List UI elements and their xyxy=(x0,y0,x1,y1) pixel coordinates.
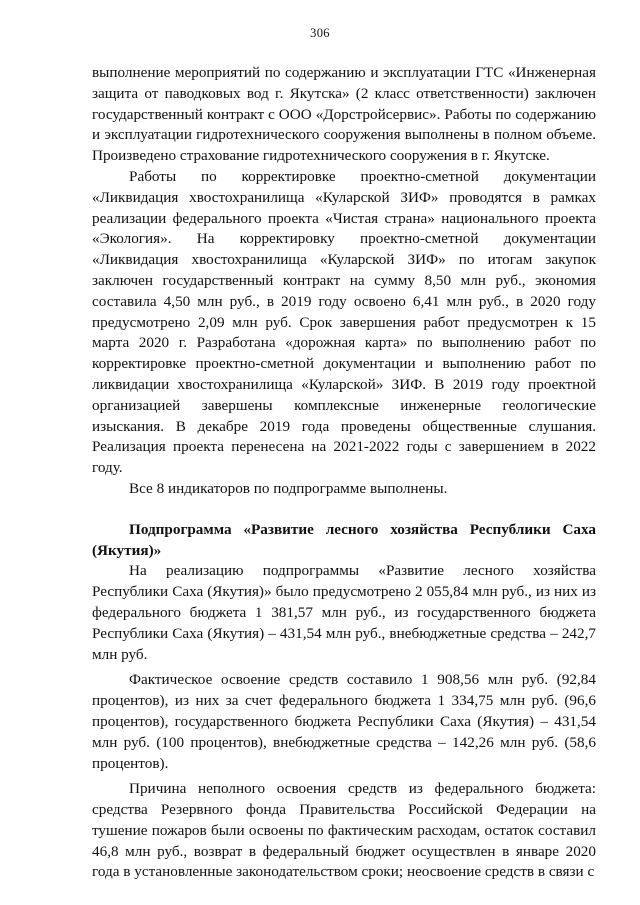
paragraph-actual-funding: Фактическое освоение средств составило 1 908,56 млн руб. (92,84 процентов), из них за счет федерального бюджета 1 334,75 млн руб. (96,6 процентов), государственного бюджета Республики Саха (Якутия) – 431,54 млн руб. (100 процентов), внебюджетные средства – 142,26 млн руб. (58,6 процентов). xyxy=(92,671,596,772)
document-body xyxy=(92,63,596,883)
paragraph-indicators: Все 8 индикаторов по подпрограмме выполнены. xyxy=(129,479,448,497)
paragraph-gts-maintenance: выполнение мероприятий по содержанию и эксплуатации ГТС «Инженерная защита от паводковых вод г. Якутска» (2 класс ответственности) заключен государственный контракт с ООО «Дорстройсервис». Работы по содержанию и эксплуатации гидротехнического сооружения выполнены в полном объеме. Произведено страхование гидротехнического сооружения в г. Якутске. xyxy=(92,64,596,165)
page-number: 306 xyxy=(310,26,330,40)
paragraph-kular-tailings: Работы по корректировке проектно-сметной документации «Ликвидация хвостохранилища «Куларской ЗИФ» проводятся в рамках реализации федерального проекта «Чистая страна» национального проекта «Экология». На корректировку проектно-сметной документации «Ликвидация хвостохранилища «Куларской ЗИФ» по итогам закупок заключен государственный контракт на сумму 8,50 млн руб., экономия составила 4,50 млн руб., в 2019 году освоено 6,41 млн руб., в 2020 году предусмотрено 2,09 млн руб. Срок завершения работ предусмотрен к 15 марта 2020 г. Разработана «дорожная карта» по выполнению работ по корректировке проектно-сметной документации и выполнению работ по ликвидации хвостохранилища «Куларской» ЗИФ. В 2019 году проектной организацией завершены комплексные инженерные геологические изыскания. В декабре 2019 года проведены общественные слушания. Реализация проекта перенесена на 2021-2022 годы с завершением в 2022 году. xyxy=(92,167,596,477)
subprogram-heading: Подпрограмма «Развитие лесного хозяйства Республики Саха (Якутия)» xyxy=(92,520,596,559)
paragraph-planned-funding: На реализацию подпрограммы «Развитие лесного хозяйства Республики Саха (Якутия)» было предусмотрено 2 055,84 млн руб., из них из федерального бюджета 1 381,57 млн руб., из государственного бюджета Республики Саха (Якутия) – 431,54 млн руб., внебюджетные средства – 242,7 млн руб. xyxy=(92,562,596,663)
paragraph-underspend-reason: Причина неполного освоения средств из федерального бюджета: средства Резервного фонда Правительства Российской Федерации на тушение пожаров были освоены по фактическим расходам, остаток составил 46,8 млн руб., возврат в федеральный бюджет осуществлен в январе 2020 года в установленные законодательством сроки; неосвоение средств в связи с xyxy=(92,780,596,881)
